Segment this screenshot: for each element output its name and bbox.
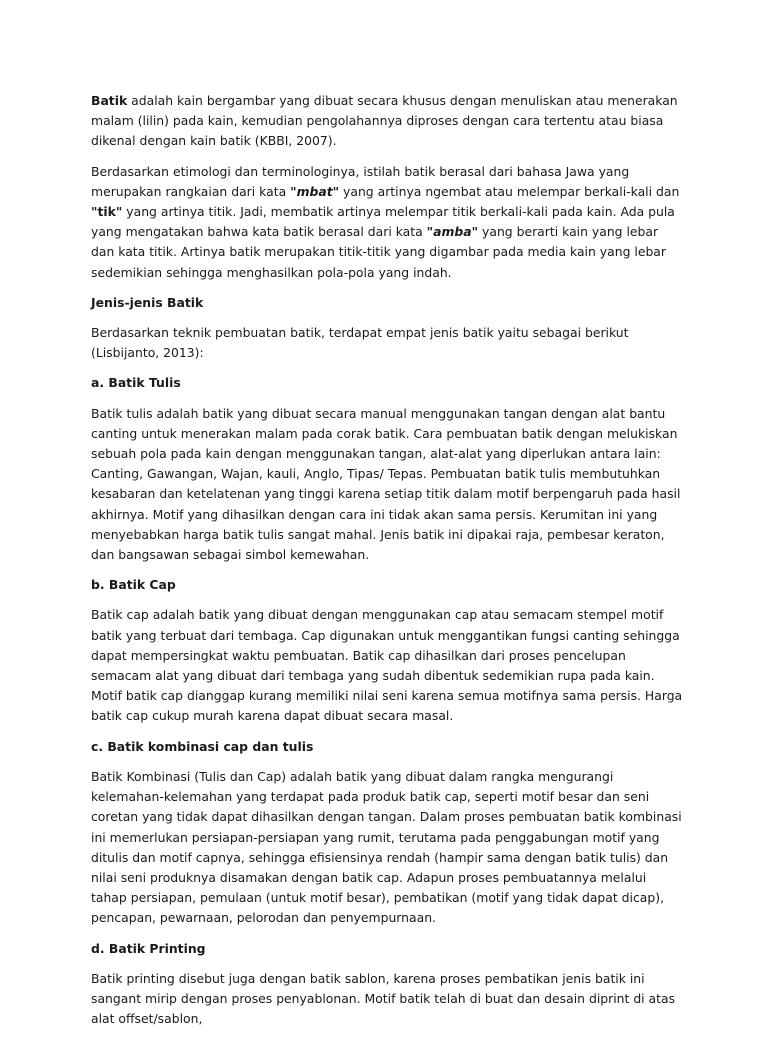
section-body-batik-tulis: Batik tulis adalah batik yang dibuat secara manual menggunakan tangan dengan alat bantu canting untuk menerakan malam pada corak batik. Cara pembuatan batik dengan melukiskan sebuah pola pada kain dengan menggunakan tangan, alat-alat yang diperlukan antara lain: Canting, Gawangan, Wajan, kauli, Anglo, Tipas/ Tepas. Pembuatan batik tulis membutuhkan kesabaran dan ketelatenan yang tinggi karena setiap titik dalam motif berpengaruh pada hasil akhirnya. Motif yang dihasilkan dengan cara ini tidak akan sama persis. Kerumitan ini yang menyebabkan harga batik tulis sangat mahal. Jenis batik ini dipakai raja, pembesar keraton, dan bangsawan sebagai simbol kemewahan.: [91, 405, 681, 563]
section-heading-batik-cap: b. Batik Cap: [91, 577, 176, 593]
section-body-batik-cap: Batik cap adalah batik yang dibuat dengan menggunakan cap atau semacam stempel motif batik yang terbuat dari tembaga. Cap digunakan untuk menggantikan fungsi canting sehingga dapat mempersingkat waktu pembuatan. Batik cap dihasilkan dari proses pencelupan semacam alat yang dibuat dari tembaga yang sudah dibentuk sedemikian rupa pada kain. Motif batik cap dianggap kurang memiliki nilai seni karena semua motifnya sama persis. Harga batik cap cukup murah karena dapat dibuat secara masal.: [91, 607, 683, 724]
section-heading-batik-printing: d. Batik Printing: [91, 940, 206, 956]
etymology-text-1: Berdasarkan etimologi dan terminologinya, istilah batik berasal dari bahasa Jawa yang merupakan rangkaian dari kata: [91, 163, 630, 199]
etymology-text-3: yang artinya titik. Jadi, membatik artinya melempar titik berkali-kali pada kain. Ada pula yang mengatakan bahwa kata batik berasal dari kata: [91, 204, 675, 240]
etymology-paragraph: [91, 162, 683, 283]
types-intro-paragraph: Berdasarkan teknik pembuatan batik, terdapat empat jenis batik yaitu sebagai berikut (Lisbijanto, 2013):: [91, 325, 629, 361]
intro-term: Batik: [91, 93, 128, 108]
etymology-word-mbat: "mbat": [290, 183, 340, 199]
section-heading-batik-tulis: a. Batik Tulis: [91, 375, 181, 391]
etymology-text-4: yang berarti kain yang lebar dan kata titik. Artinya batik merupakan titik-titik yang digambar pada media kain yang lebar sedemikian sehingga menghasilkan pola-pola yang indah.: [91, 224, 666, 280]
section-body-batik-kombinasi: Batik Kombinasi (Tulis dan Cap) adalah batik yang dibuat dalam rangka mengurangi kelemahan-kelemahan yang terdapat pada produk batik cap, seperti motif besar dan seni coretan yang tidak dapat dihasilkan dengan tangan. Dalam proses pembuatan batik kombinasi ini memerlukan persiapan-persiapan yang rumit, terutama pada penggabungan motif yang ditulis dan motif capnya, sehingga efisiensinya rendah (hampir sama dengan batik tulis) dan nilai seni produknya disamakan dengan batik cap. Adapun proses pembuatannya melalui tahap persiapan, pemulaan (untuk motif besar), pembatikan (motif yang tidak dapat dicap), pencapan, pewarnaan, pelorodan dan penyempurnaan.: [91, 768, 682, 926]
etymology-word-amba: "amba": [426, 224, 479, 240]
document-body: [91, 91, 683, 1039]
intro-text: adalah kain bergambar yang dibuat secara khusus dengan menuliskan atau menerakan malam (lilin) pada kain, kemudian pengolahannya diproses dengan cara tertentu atau biasa dikenal dengan kain batik (KBBI, 2007).: [91, 93, 678, 149]
types-heading: Jenis-jenis Batik: [91, 294, 204, 310]
section-body-batik-printing: Batik printing disebut juga dengan batik sablon, karena proses pembatikan jenis batik ini sangant mirip dengan proses penyablonan. Motif batik telah di buat dan desain diprint di atas alat offset/sablon,: [91, 970, 676, 1027]
etymology-text-2: yang artinya ngembat atau melempar berkali-kali dan: [339, 183, 680, 199]
section-heading-batik-kombinasi: c. Batik kombinasi cap dan tulis: [91, 738, 314, 754]
etymology-word-tik: "tik": [91, 204, 123, 220]
intro-paragraph: [91, 91, 683, 152]
